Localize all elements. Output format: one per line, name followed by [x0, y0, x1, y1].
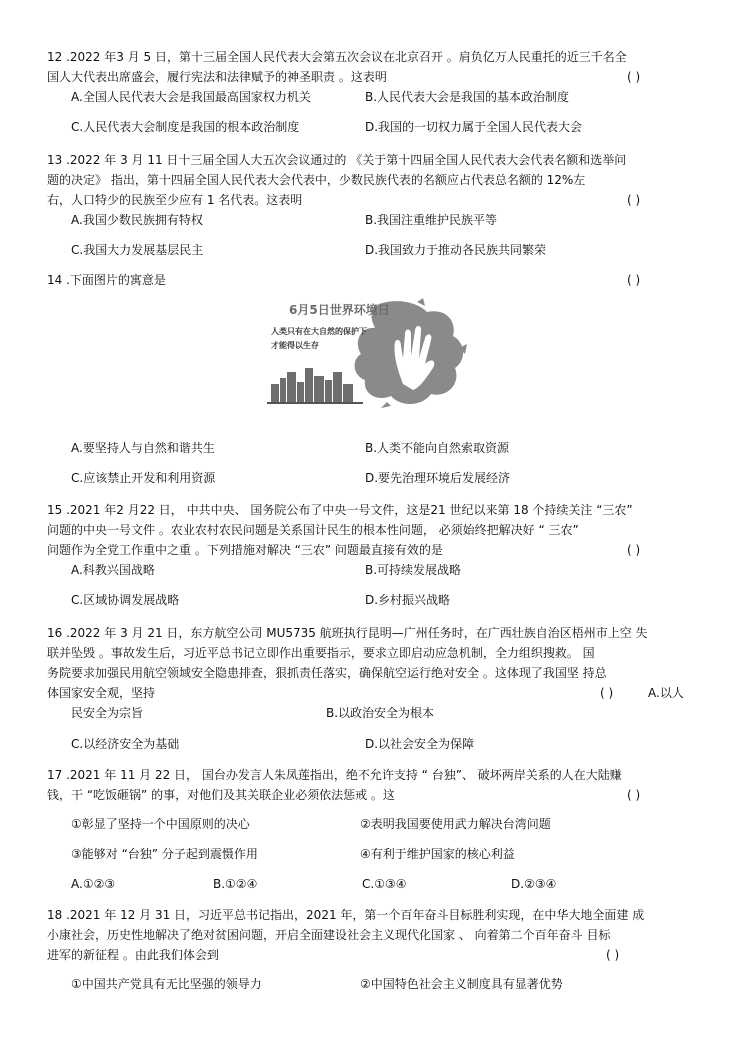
q12-line-2: 国人大代表出席盛会，履行宪法和法律赋予的神圣职责 。这表明	[47, 70, 387, 84]
q17-statement-3: ③能够对 “台独” 分子起到震慑作用	[71, 847, 258, 861]
q13-line-1: 13 .2022 年 3 月 11 日十三届全国人大五次会议通过的 《关于第十四届全国人民代表大会代表名额和选举问	[47, 153, 627, 167]
q16-option-c: C.以经济安全为基础	[71, 737, 180, 751]
poster-caption-2: 才能得以生存	[271, 341, 319, 350]
q17-line-1: 17 .2021 年 11 月 22 日， 国台办发言人朱凤莲指出，绝不允许支持 “ 台独”、 破坏两岸关系的人在大陆赚	[47, 768, 622, 782]
environment-day-poster	[267, 298, 482, 410]
q15-line-1: 15 .2021 年2 月22 日， 中共中央、 国务院公布了中央一号文件，这是21 世纪以来第 18 个持续关注 “三农”	[47, 503, 633, 517]
q13-line-3: 右，人口特少的民族至少应有 1 名代表。这表明	[47, 193, 303, 207]
q13-option-a: A.我国少数民族拥有特权	[71, 213, 203, 227]
q17-line-2: 钱，干 “吃饭砸锅” 的事，对他们及其关联企业必须依法惩戒 。这	[47, 788, 395, 802]
q17-answer-paren: ( )	[627, 788, 641, 802]
q18-answer-paren: ( )	[606, 948, 620, 962]
q16-line-2: 联并坠毁 。事故发生后，习近平总书记立即作出重要指示，要求立即启动应急机制，全力组织搜救。 国	[47, 646, 595, 660]
q14-line-1: 14 .下面图片的寓意是	[47, 273, 166, 287]
q14-option-c: C.应该禁止开发和利用资源	[71, 471, 216, 485]
q13-option-c: C.我国大力发展基层民主	[71, 243, 204, 257]
q12-line-1: 12 .2022 年3 月 5 日，第十三届全国人民代表大会第五次会议在北京召开 。肩负亿万人民重托的近三千名全	[47, 50, 627, 64]
q12-option-a: A.全国人民代表大会是我国最高国家权力机关	[71, 90, 311, 104]
q14-answer-paren: ( )	[627, 273, 641, 287]
q15-option-c: C.区域协调发展战略	[71, 593, 180, 607]
q17-option-d: D.②③④	[511, 877, 557, 891]
q17-statement-2: ②表明我国要使用武力解决台湾问题	[360, 817, 551, 831]
q18-line-1: 18 .2021 年 12 月 31 日，习近平总书记指出，2021 年，第一个百年奋斗目标胜利实现，在中华大地全面建 成	[47, 908, 645, 922]
q16-option-b: B.以政治安全为根本	[326, 706, 435, 720]
q14-option-a: A.要坚持人与自然和谐共生	[71, 441, 215, 455]
q13-option-b: B.我国注重维护民族平等	[365, 213, 498, 227]
q15-option-b: B.可持续发展战略	[365, 563, 462, 577]
q15-line-2: 问题的中央一号文件 。农业农村农民问题是关系国计民生的根本性问题， 必须始终把解决好 “ 三农”	[47, 523, 579, 537]
q16-line-4: 体国家安全观，坚持	[47, 686, 156, 700]
q14-option-b: B.人类不能向自然索取资源	[365, 441, 510, 455]
q12-option-b: B.人民代表大会是我国的基本政治制度	[365, 90, 570, 104]
q13-answer-paren: ( )	[627, 193, 641, 207]
q12-option-d: D.我国的一切权力属于全国人民代表大会	[365, 120, 583, 134]
q15-line-3: 问题作为全党工作重中之重 。下列措施对解决 “三农” 问题最直接有效的是	[47, 543, 443, 557]
q14-option-d: D.要先治理环境后发展经济	[365, 471, 511, 485]
q18-line-2: 小康社会，历史性地解决了绝对贫困问题，开启全面建设社会主义现代化国家 、 向着第二个百年奋斗 目标	[47, 928, 611, 942]
q16-line-1: 16 .2022 年 3 月 21 日，东方航空公司 MU5735 航班执行昆明—广州任务时，在广西壮族自治区梧州市上空 失	[47, 626, 648, 640]
q17-statement-1: ①彰显了坚持一个中国原则的决心	[71, 817, 250, 831]
q12-option-c: C.人民代表大会制度是我国的根本政治制度	[71, 120, 300, 134]
q15-option-a: A.科教兴国战略	[71, 563, 155, 577]
q18-statement-2: ②中国特色社会主义制度具有显著优势	[360, 977, 563, 991]
q12-answer-paren: ( )	[627, 70, 641, 84]
q13-line-2: 题的决定》 指出，第十四届全国人民代表大会代表中，少数民族代表的名额应占代表总名额的 12%左	[47, 173, 586, 187]
q17-option-a: A.①②③	[71, 877, 116, 891]
q16-option-d: D.以社会安全为保障	[365, 737, 475, 751]
q18-statement-1: ①中国共产党具有无比坚强的领导力	[71, 977, 262, 991]
poster-caption-1: 人类只有在大自然的保护下	[271, 327, 367, 336]
q15-option-d: D.乡村振兴战略	[365, 593, 451, 607]
q16-line-3: 务院要求加强民用航空领域安全隐患排查，狠抓责任落实，确保航空运行绝对安全 。这体现了我国坚 持总	[47, 666, 607, 680]
q13-option-d: D.我国致力于推动各民族共同繁荣	[365, 243, 547, 257]
q17-option-b: B.①②④	[213, 877, 258, 891]
q17-statement-4: ④有利于维护国家的核心利益	[360, 847, 515, 861]
q15-answer-paren: ( )	[627, 543, 641, 557]
q16-option-a-start: A.以人	[648, 686, 684, 700]
poster-title: 6月5日世界环境日	[289, 303, 390, 317]
q16-answer-paren: ( )	[600, 686, 614, 700]
q17-option-c: C.①③④	[362, 877, 407, 891]
q18-line-3: 进军的新征程 。由此我们体会到	[47, 948, 219, 962]
q16-option-a-cont: 民安全为宗旨	[71, 706, 144, 720]
